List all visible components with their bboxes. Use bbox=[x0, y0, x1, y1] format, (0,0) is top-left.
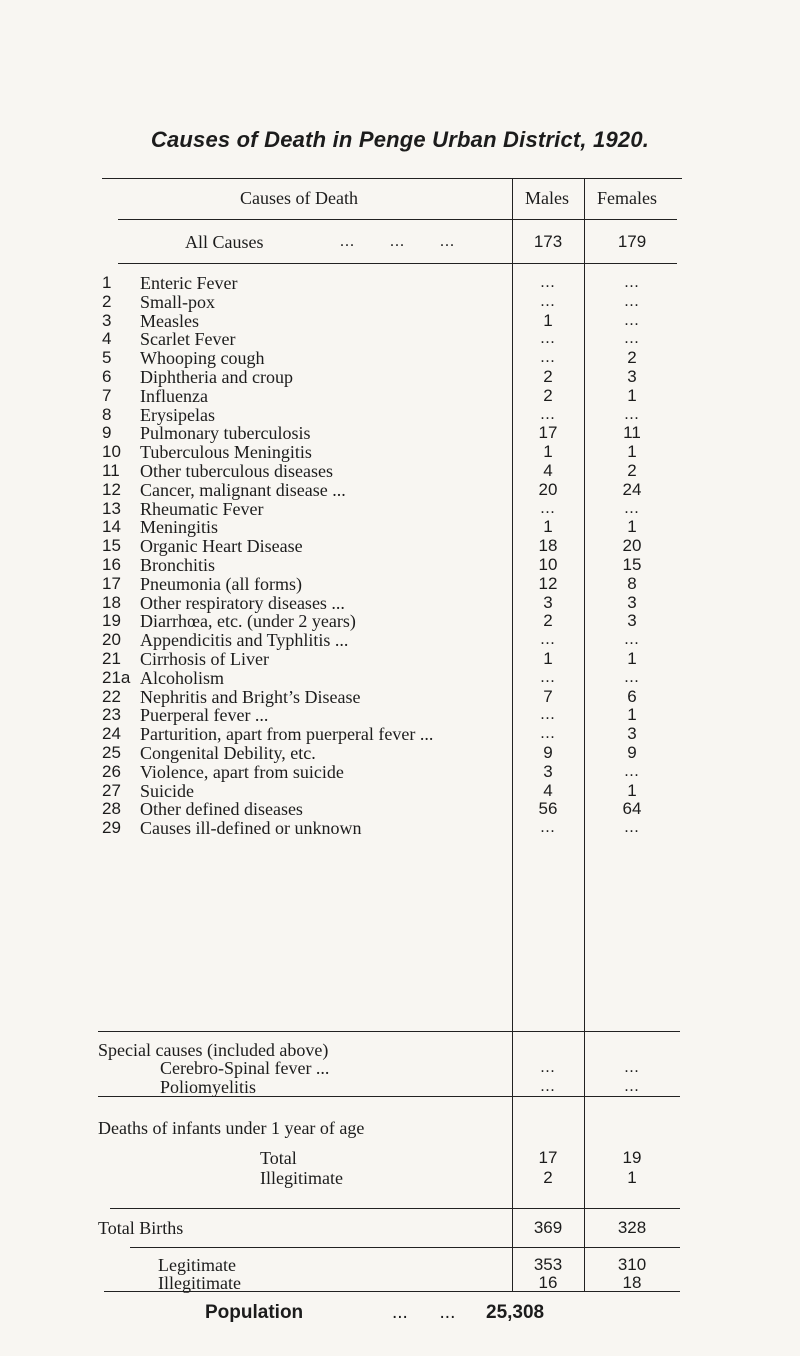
row-number: 16 bbox=[102, 555, 121, 574]
row-females: 6 bbox=[627, 687, 637, 706]
row-label: Pneumonia (all forms) bbox=[140, 574, 302, 594]
row-males: ... bbox=[540, 819, 556, 836]
leader-dots: ... ... ... bbox=[340, 233, 455, 250]
row-number: 2 bbox=[102, 292, 112, 311]
row-females: ... bbox=[624, 669, 640, 686]
row-males: 56 bbox=[538, 799, 558, 818]
row-label: Small-pox bbox=[140, 292, 215, 312]
row-females: 2 bbox=[627, 461, 637, 480]
row-females: 3 bbox=[627, 724, 637, 743]
row-males: ... bbox=[540, 500, 556, 517]
row-females: 24 bbox=[622, 480, 642, 499]
row-males: 10 bbox=[538, 555, 558, 574]
row-males: 17 bbox=[538, 423, 558, 442]
row-males: 20 bbox=[538, 480, 558, 499]
row-label: Erysipelas bbox=[140, 405, 215, 425]
row-males: 1 bbox=[543, 649, 553, 668]
row-number: 17 bbox=[102, 574, 121, 593]
row-males: 3 bbox=[543, 593, 553, 612]
rule-top bbox=[102, 178, 682, 179]
row-number: 21a bbox=[102, 668, 131, 687]
row-number: 27 bbox=[102, 781, 121, 800]
illegitimate-label: Illegitimate bbox=[158, 1273, 241, 1293]
row-label: Parturition, apart from puerperal fever ... bbox=[140, 724, 434, 744]
row-label: Bronchitis bbox=[140, 555, 215, 575]
row-females: 3 bbox=[627, 367, 637, 386]
row-females: 1 bbox=[627, 705, 637, 724]
row-number: 7 bbox=[102, 386, 112, 405]
row-label: Whooping cough bbox=[140, 348, 265, 368]
row-number: 20 bbox=[102, 630, 121, 649]
row-number: 22 bbox=[102, 687, 121, 706]
row-number: 10 bbox=[102, 442, 121, 461]
legitimate-females: 310 bbox=[617, 1255, 647, 1274]
row-number: 14 bbox=[102, 517, 121, 536]
row-label: Scarlet Fever bbox=[140, 329, 236, 349]
row-females: ... bbox=[624, 406, 640, 423]
row-label: Meningitis bbox=[140, 517, 219, 537]
infants-illegitimate-label: Illegitimate bbox=[260, 1168, 343, 1188]
row-males: 2 bbox=[543, 367, 553, 386]
row-females: ... bbox=[624, 631, 640, 648]
row-males: 1 bbox=[543, 517, 553, 536]
row-males: 3 bbox=[543, 762, 553, 781]
row-females: ... bbox=[624, 274, 640, 291]
row-number: 3 bbox=[102, 311, 112, 330]
row-label: Alcoholism bbox=[140, 668, 224, 688]
row-label: Measles bbox=[140, 311, 199, 331]
row-females: 3 bbox=[627, 593, 637, 612]
row-number: 8 bbox=[102, 405, 112, 424]
row-number: 19 bbox=[102, 611, 121, 630]
row-males: ... bbox=[540, 669, 556, 686]
row-number: 18 bbox=[102, 593, 121, 612]
row-males: ... bbox=[540, 725, 556, 742]
row-males: 18 bbox=[538, 536, 558, 555]
row-females: ... bbox=[624, 293, 640, 310]
row-number: 6 bbox=[102, 367, 112, 386]
row-label: Organic Heart Disease bbox=[140, 536, 303, 556]
header-causes: Causes of Death bbox=[240, 188, 358, 208]
all-causes-females: 179 bbox=[617, 232, 647, 251]
row-females: ... bbox=[624, 312, 640, 329]
row-label: Diarrhœa, etc. (under 2 years) bbox=[140, 611, 356, 631]
header-females: Females bbox=[597, 188, 657, 208]
total-births-males: 369 bbox=[533, 1218, 563, 1237]
infants-total-males: 17 bbox=[538, 1148, 558, 1167]
infants-total-label: Total bbox=[260, 1148, 297, 1168]
row-number: 13 bbox=[102, 499, 121, 518]
infants-heading: Deaths of infants under 1 year of age bbox=[98, 1118, 365, 1138]
row-females: 8 bbox=[627, 574, 637, 593]
row-number: 28 bbox=[102, 799, 121, 818]
row-males: 4 bbox=[543, 781, 553, 800]
row-males: ... bbox=[540, 349, 556, 366]
row-label: Other respiratory diseases ... bbox=[140, 593, 345, 613]
row-label: Suicide bbox=[140, 781, 194, 801]
row-males: ... bbox=[540, 293, 556, 310]
row-label: Enteric Fever bbox=[140, 273, 238, 293]
special-heading: Special causes (included above) bbox=[98, 1040, 329, 1060]
legitimate-males: 353 bbox=[533, 1255, 563, 1274]
row-label: Nephritis and Bright’s Disease bbox=[140, 687, 361, 707]
population-value: 25,308 bbox=[486, 1302, 545, 1323]
row-males: ... bbox=[540, 274, 556, 291]
special-item-label: Poliomyelitis bbox=[160, 1077, 257, 1097]
row-number: 25 bbox=[102, 743, 121, 762]
infants-illegitimate-females: 1 bbox=[627, 1168, 637, 1187]
row-number: 26 bbox=[102, 762, 121, 781]
row-females: 1 bbox=[627, 517, 637, 536]
row-females: 9 bbox=[627, 743, 637, 762]
rule-allcauses-bottom bbox=[118, 263, 677, 264]
row-label: Violence, apart from suicide bbox=[140, 762, 344, 782]
row-number: 23 bbox=[102, 705, 121, 724]
row-label: Congenital Debility, etc. bbox=[140, 743, 316, 763]
infants-total-females: 19 bbox=[622, 1148, 642, 1167]
row-males: 7 bbox=[543, 687, 553, 706]
row-number: 9 bbox=[102, 423, 112, 442]
rule-list-bottom bbox=[98, 1031, 680, 1032]
row-label: Pulmonary tuberculosis bbox=[140, 423, 311, 443]
special-item-females: ... bbox=[624, 1078, 640, 1095]
row-males: 12 bbox=[538, 574, 558, 593]
illegitimate-males: 16 bbox=[538, 1273, 558, 1292]
row-number: 24 bbox=[102, 724, 121, 743]
row-females: 1 bbox=[627, 386, 637, 405]
row-females: ... bbox=[624, 763, 640, 780]
row-number: 5 bbox=[102, 348, 112, 367]
row-label: Other tuberculous diseases bbox=[140, 461, 333, 481]
row-females: 1 bbox=[627, 649, 637, 668]
row-number: 11 bbox=[102, 461, 120, 480]
row-males: 9 bbox=[543, 743, 553, 762]
row-females: 2 bbox=[627, 348, 637, 367]
row-females: 1 bbox=[627, 442, 637, 461]
legitimate-label: Legitimate bbox=[158, 1255, 236, 1275]
row-label: Other defined diseases bbox=[140, 799, 303, 819]
row-males: ... bbox=[540, 706, 556, 723]
all-causes-label: All Causes bbox=[185, 232, 264, 252]
infants-illegitimate-males: 2 bbox=[543, 1168, 553, 1187]
total-births-label: Total Births bbox=[98, 1218, 184, 1238]
row-males: 1 bbox=[543, 442, 553, 461]
row-males: ... bbox=[540, 330, 556, 347]
row-label: Cancer, malignant disease ... bbox=[140, 480, 346, 500]
row-males: 1 bbox=[543, 311, 553, 330]
row-number: 4 bbox=[102, 329, 112, 348]
row-females: 15 bbox=[622, 555, 642, 574]
rule-header-bottom bbox=[118, 219, 677, 220]
row-females: ... bbox=[624, 819, 640, 836]
rule-births-bottom bbox=[130, 1247, 680, 1248]
row-label: Puerperal fever ... bbox=[140, 705, 269, 725]
rule-infants-bottom bbox=[110, 1208, 680, 1209]
all-causes-males: 173 bbox=[533, 232, 563, 251]
row-males: ... bbox=[540, 631, 556, 648]
row-number: 12 bbox=[102, 480, 121, 499]
rule-col-males bbox=[512, 178, 513, 1291]
row-females: ... bbox=[624, 330, 640, 347]
row-females: 11 bbox=[623, 423, 641, 442]
header-males: Males bbox=[525, 188, 569, 208]
row-label: Rheumatic Fever bbox=[140, 499, 264, 519]
special-item-males: ... bbox=[540, 1059, 556, 1076]
row-label: Diphtheria and croup bbox=[140, 367, 293, 387]
row-males: ... bbox=[540, 406, 556, 423]
row-label: Influenza bbox=[140, 386, 208, 406]
page-title: Causes of Death in Penge Urban District, 1920. bbox=[150, 127, 650, 152]
special-item-label: Cerebro-Spinal fever ... bbox=[160, 1058, 330, 1078]
total-births-females: 328 bbox=[617, 1218, 647, 1237]
illegitimate-females: 18 bbox=[622, 1273, 642, 1292]
row-number: 29 bbox=[102, 818, 121, 837]
row-males: 2 bbox=[543, 386, 553, 405]
row-males: 2 bbox=[543, 611, 553, 630]
row-females: 64 bbox=[622, 799, 642, 818]
row-label: Appendicitis and Typhlitis ... bbox=[140, 630, 349, 650]
row-number: 15 bbox=[102, 536, 121, 555]
row-females: 3 bbox=[627, 611, 637, 630]
special-item-females: ... bbox=[624, 1059, 640, 1076]
row-label: Causes ill-defined or unknown bbox=[140, 818, 362, 838]
row-number: 1 bbox=[102, 273, 112, 292]
leader-dots: ... ... bbox=[392, 1302, 456, 1323]
population-label: Population bbox=[205, 1302, 304, 1323]
row-number: 21 bbox=[102, 649, 121, 668]
row-label: Cirrhosis of Liver bbox=[140, 649, 269, 669]
row-label: Tuberculous Meningitis bbox=[140, 442, 312, 462]
row-females: 1 bbox=[627, 781, 637, 800]
row-males: 4 bbox=[543, 461, 553, 480]
row-females: ... bbox=[624, 500, 640, 517]
special-item-males: ... bbox=[540, 1078, 556, 1095]
row-females: 20 bbox=[622, 536, 642, 555]
